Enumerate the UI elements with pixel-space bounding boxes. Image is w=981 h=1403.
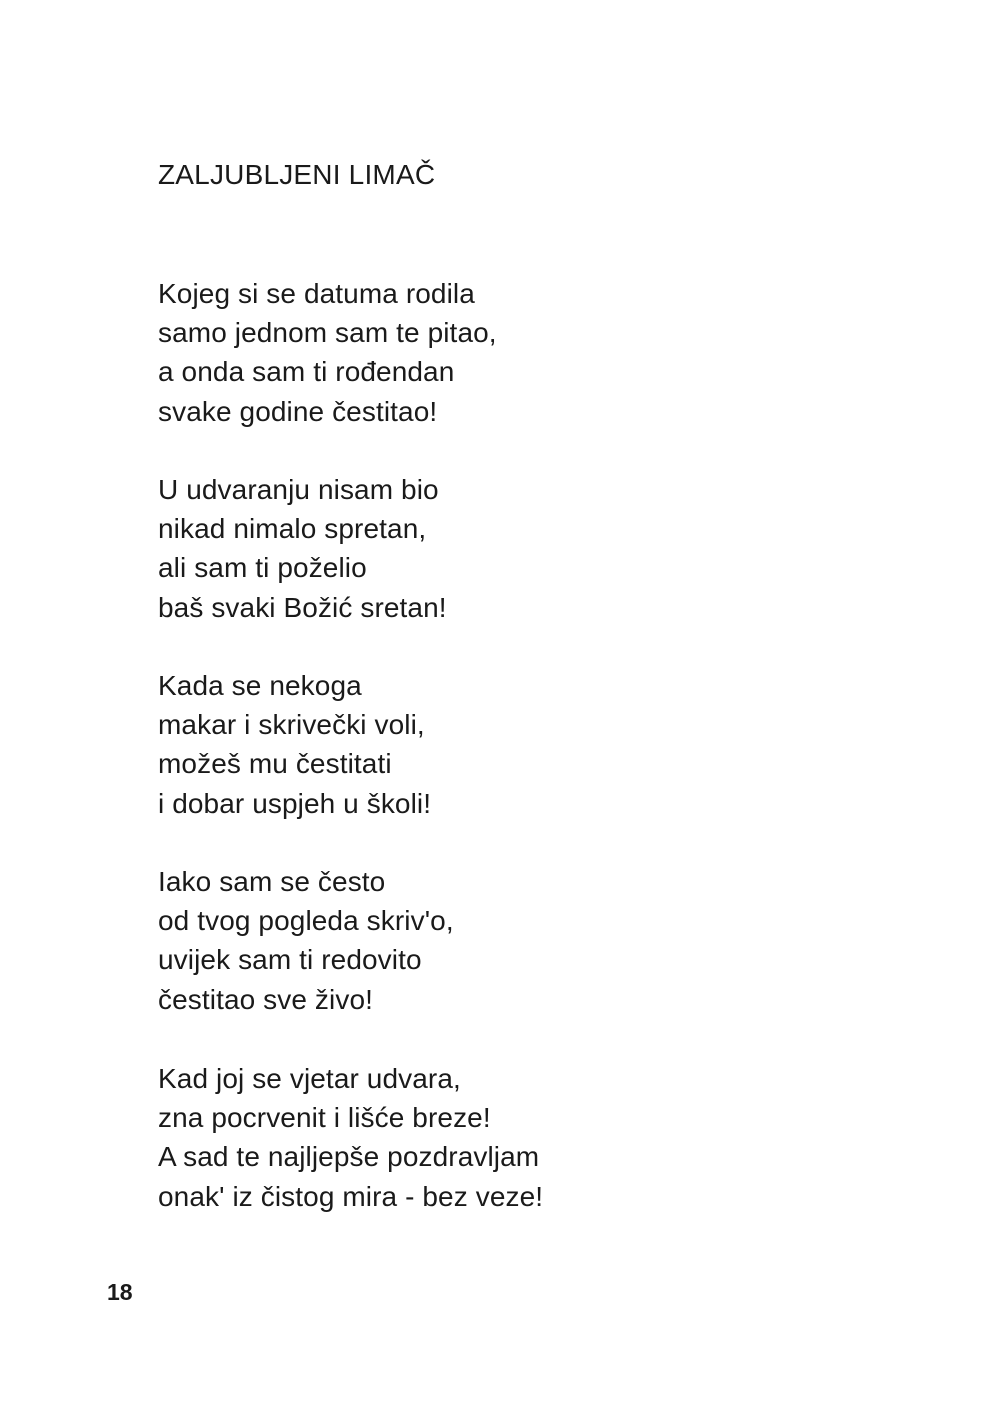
poem-line: Kada se nekoga: [158, 670, 362, 701]
poem-line: čestitao sve živo!: [158, 983, 373, 1015]
poem-line: zna pocrvenit i lišće breze!: [158, 1102, 491, 1134]
poem-line: od tvog pogleda skriv'o,: [158, 905, 454, 937]
poem-line: a onda sam ti rođendan: [158, 356, 455, 388]
page-number: 18: [107, 1279, 133, 1305]
poem-line: uvijek sam ti redovito: [158, 944, 422, 976]
poem-line: Iako sam se često: [158, 866, 386, 897]
poem-line: Kojeg si se datuma rodila: [158, 278, 475, 309]
poem-line: svake godine čestitao!: [158, 395, 438, 427]
poem-line: A sad te najljepše pozdravljam: [158, 1141, 540, 1173]
poem-line: makar i skrivečki voli,: [158, 709, 425, 741]
poem-line: ali sam ti poželio: [158, 552, 367, 584]
poem-line: možeš mu čestitati: [158, 748, 392, 780]
poem-line: Kad joj se vjetar udvara,: [158, 1063, 461, 1094]
poem-line: nikad nimalo spretan,: [158, 513, 427, 545]
poem-title: ZALJUBLJENI LIMAČ: [158, 159, 436, 190]
poem-line: U udvaranju nisam bio: [158, 474, 439, 505]
poem-line: onak' iz čistog mira - bez veze!: [158, 1180, 544, 1212]
stanza-3: [158, 666, 938, 823]
poem-line: samo jednom sam te pitao,: [158, 317, 497, 349]
stanza-5: [158, 1059, 938, 1216]
stanza-2: [158, 470, 938, 627]
poem-line: i dobar uspjeh u školi!: [158, 787, 432, 819]
stanza-1: [158, 274, 938, 431]
stanza-4: [158, 862, 938, 1019]
poem-line: baš svaki Božić sretan!: [158, 591, 447, 623]
